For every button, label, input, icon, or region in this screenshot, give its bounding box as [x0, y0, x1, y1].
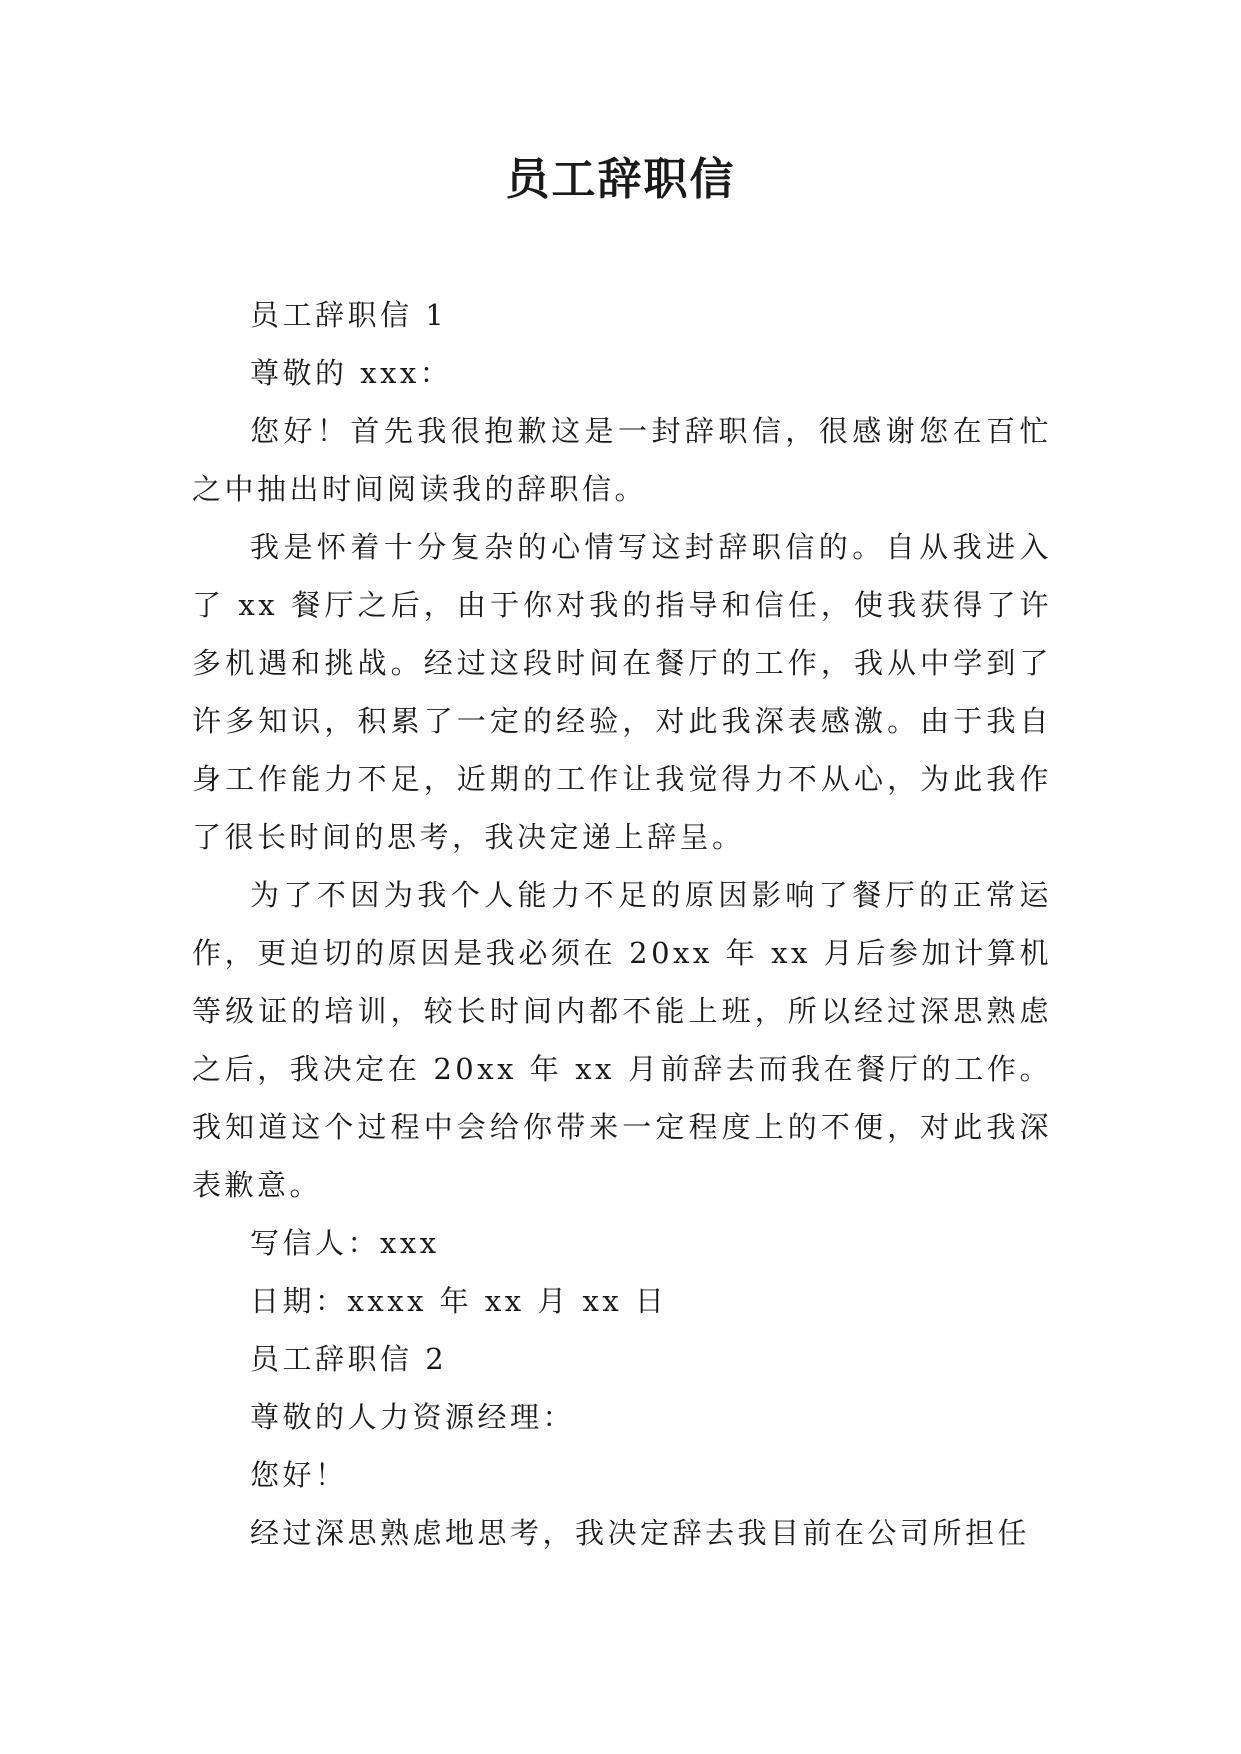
document-body	[192, 286, 1052, 1562]
paragraph-body-3: 经过深思熟虑地思考，我决定辞去我目前在公司所担任	[250, 1516, 1031, 1550]
section-heading-1: 员工辞职信 1	[250, 298, 448, 332]
signature-line: 写信人：xxx	[250, 1226, 440, 1260]
paragraph-body-2: 为了不因为我个人能力不足的原因影响了餐厅的正常运作，更迫切的原因是我必须在 20xx 年 xx 月后参加计算机等级证的培训，较长时间内都不能上班，所以经过深思熟虑之后，我决定在 20xx 年 xx 月前辞去而我在餐厅的工作。我知道这个过程中会给你带来一定程度上的不便，对此我深表歉意。	[192, 878, 1052, 1202]
paragraph-body-1: 我是怀着十分复杂的心情写这封辞职信的。自从我进入了 xx 餐厅之后，由于你对我的指导和信任，使我获得了许多机遇和挑战。经过这段时间在餐厅的工作，我从中学到了许多知识，积累了一定的经验，对此我深表感激。由于我自身工作能力不足，近期的工作让我觉得力不从心，为此我作了很长时间的思考，我决定递上辞呈。	[192, 530, 1052, 854]
paragraph-greeting-2: 您好！	[250, 1458, 348, 1492]
document-title: 员工辞职信	[505, 154, 736, 205]
salutation-1: 尊敬的 xxx：	[250, 356, 453, 390]
date-line: 日期：xxxx 年 xx 月 xx 日	[250, 1284, 668, 1318]
salutation-2: 尊敬的人力资源经理：	[250, 1400, 576, 1434]
paragraph-greeting-1: 您好！首先我很抱歉这是一封辞职信，很感谢您在百忙之中抽出时间阅读我的辞职信。	[192, 414, 1052, 506]
section-heading-2: 员工辞职信 2	[250, 1342, 448, 1376]
